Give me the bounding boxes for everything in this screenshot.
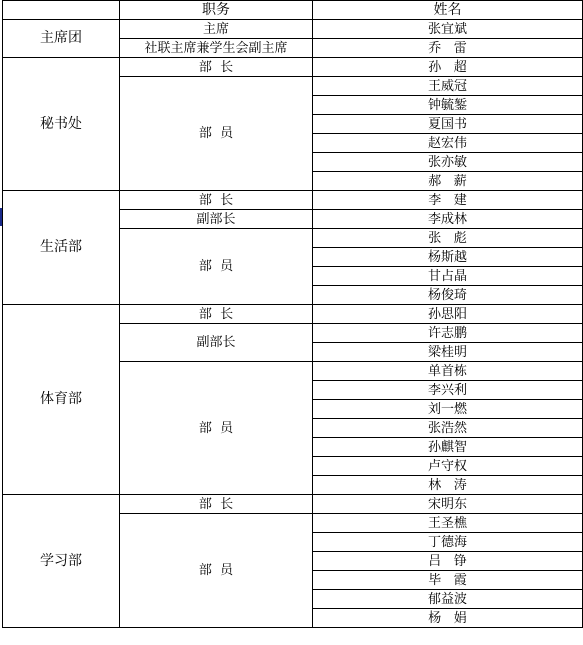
member-name-cell: 王威冠 — [313, 77, 583, 96]
member-name-cell: 乔 雷 — [313, 39, 583, 58]
member-name-cell: 丁德海 — [313, 533, 583, 552]
header-row — [3, 1, 583, 20]
member-name-cell: 杨俊琦 — [313, 286, 583, 305]
member-name-cell: 梁桂明 — [313, 343, 583, 362]
position-cell: 部 员 — [120, 77, 313, 191]
member-name-cell: 许志鹏 — [313, 324, 583, 343]
position-cell: 部 员 — [120, 229, 313, 305]
member-name-cell: 毕 霞 — [313, 571, 583, 590]
position-cell: 副部长 — [120, 324, 313, 362]
roster-body — [3, 1, 583, 628]
position-cell: 副部长 — [120, 210, 313, 229]
member-name-cell: 王圣樵 — [313, 514, 583, 533]
position-cell: 部 长 — [120, 305, 313, 324]
member-name-cell: 夏国书 — [313, 115, 583, 134]
member-name-cell: 李 建 — [313, 191, 583, 210]
member-name-cell: 甘占晶 — [313, 267, 583, 286]
member-name-cell: 刘一燃 — [313, 400, 583, 419]
unit-column-header — [3, 1, 120, 20]
unit-name-cell: 学习部 — [3, 495, 120, 628]
unit-name-cell: 秘书处 — [3, 58, 120, 191]
table-row — [3, 191, 583, 210]
member-name-cell: 孙思阳 — [313, 305, 583, 324]
member-name-cell: 孙 超 — [313, 58, 583, 77]
member-name-cell: 单首栋 — [313, 362, 583, 381]
member-name-cell: 郁益波 — [313, 590, 583, 609]
member-name-cell: 李成林 — [313, 210, 583, 229]
table-row — [3, 58, 583, 77]
position-column-header: 职务 — [120, 1, 313, 20]
member-name-cell: 吕 铮 — [313, 552, 583, 571]
name-column-header: 姓名 — [313, 1, 583, 20]
member-name-cell: 孙麒智 — [313, 438, 583, 457]
position-cell: 社联主席兼学生会副主席 — [120, 39, 313, 58]
unit-name-cell: 体育部 — [3, 305, 120, 495]
table-row — [3, 495, 583, 514]
position-cell: 主席 — [120, 20, 313, 39]
member-name-cell: 张 彪 — [313, 229, 583, 248]
member-name-cell: 张浩然 — [313, 419, 583, 438]
position-cell: 部 长 — [120, 191, 313, 210]
unit-name-cell: 主席团 — [3, 20, 120, 58]
member-name-cell: 钟毓錾 — [313, 96, 583, 115]
member-name-cell: 宋明东 — [313, 495, 583, 514]
table-row — [3, 20, 583, 39]
member-name-cell: 杨 娟 — [313, 609, 583, 628]
member-name-cell: 张亦敏 — [313, 153, 583, 172]
member-name-cell: 郝 薪 — [313, 172, 583, 191]
position-cell: 部 员 — [120, 362, 313, 495]
table-row — [3, 305, 583, 324]
member-name-cell: 杨斯越 — [313, 248, 583, 267]
position-cell: 部 长 — [120, 495, 313, 514]
student-union-roster-table — [2, 0, 583, 628]
member-name-cell: 张宜斌 — [313, 20, 583, 39]
member-name-cell: 林 涛 — [313, 476, 583, 495]
position-cell: 部 员 — [120, 514, 313, 628]
position-cell: 部 长 — [120, 58, 313, 77]
member-name-cell: 李兴利 — [313, 381, 583, 400]
unit-name-cell: 生活部 — [3, 191, 120, 305]
member-name-cell: 卢守权 — [313, 457, 583, 476]
member-name-cell: 赵宏伟 — [313, 134, 583, 153]
